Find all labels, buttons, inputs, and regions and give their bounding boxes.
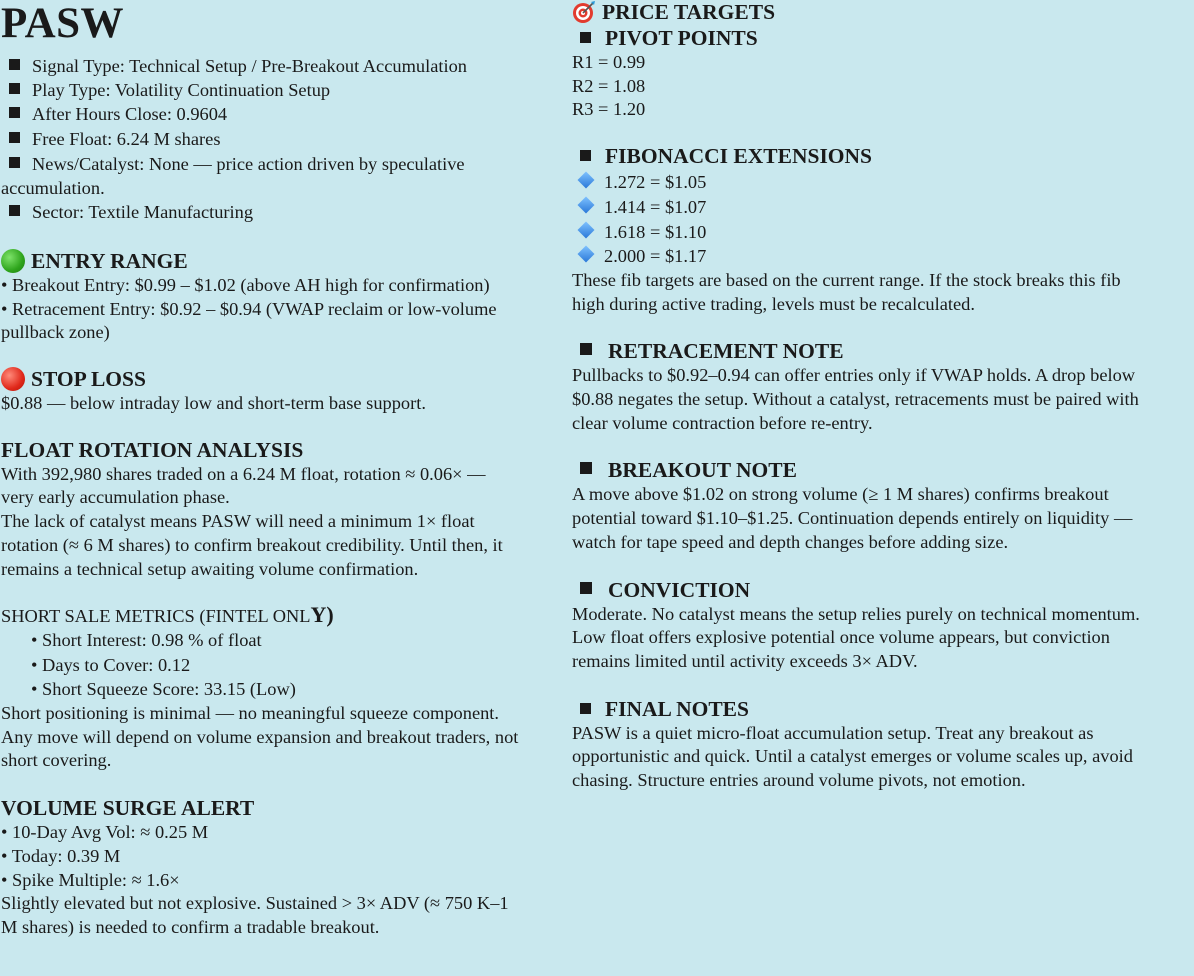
blue-diamond-icon	[578, 172, 595, 189]
black-square-icon	[580, 703, 591, 714]
black-square-icon	[580, 32, 591, 43]
blue-diamond-icon	[578, 246, 595, 263]
volume-line: • 10-Day Avg Vol: ≈ 0.25 M	[1, 822, 209, 843]
volume-line: M shares) is needed to confirm a tradable breakout.	[1, 916, 380, 937]
final-notes-section	[572, 696, 1192, 793]
retracement-note-heading: RETRACEMENT NOTE	[572, 338, 1192, 364]
fib-item: 1.618 = $1.10	[572, 221, 1192, 245]
retracement-line: clear volume contraction before re-entry.	[572, 412, 873, 433]
summary-item: Sector: Textile Manufacturing	[1, 201, 567, 225]
float-rotation-section	[1, 437, 567, 582]
entry-range-section	[1, 248, 567, 345]
float-line: remains a technical setup awaiting volume confirmation.	[1, 558, 419, 579]
black-square-icon	[9, 83, 20, 94]
short-item: • Short Squeeze Score: 33.15 (Low)	[31, 679, 296, 700]
blue-diamond-icon	[578, 196, 595, 213]
right-column	[572, 0, 1192, 793]
short-sale-heading: SHORT SALE METRICS (FINTEL ONLY)	[1, 602, 334, 628]
volume-surge-section	[1, 795, 567, 940]
fibonacci-heading: FIBONACCI EXTENSIONS	[572, 143, 1192, 169]
volume-line: • Spike Multiple: ≈ 1.6×	[1, 869, 180, 890]
left-column	[1, 0, 567, 940]
black-square-icon	[9, 107, 20, 118]
black-square-icon	[9, 59, 20, 70]
summary-list	[1, 55, 567, 225]
fib-line: These fib targets are based on the current range. If the stock breaks this fib	[572, 269, 1121, 290]
entry-line: • Breakout Entry: $0.99 – $1.02 (above AH high for confirmation)	[1, 274, 490, 295]
black-square-icon	[580, 582, 592, 594]
conviction-line: Low float offers explosive potential once volume appears, but conviction	[572, 627, 1110, 648]
summary-item-continuation: accumulation.	[1, 177, 105, 198]
summary-item: Signal Type: Technical Setup / Pre-Breakout Accumulation	[1, 55, 567, 79]
pivot-points-heading: PIVOT POINTS	[572, 25, 1192, 51]
fib-item: 2.000 = $1.17	[572, 245, 1192, 269]
red-circle-icon	[1, 367, 25, 391]
black-square-icon	[9, 157, 20, 168]
breakout-line: A move above $1.02 on strong volume (≥ 1 M shares) confirms breakout	[572, 484, 1109, 505]
black-square-icon	[9, 205, 20, 216]
stop-loss-section	[1, 366, 567, 416]
black-square-icon	[580, 343, 592, 355]
short-sale-section	[1, 603, 567, 773]
breakout-note-heading: BREAKOUT NOTE	[572, 457, 1192, 483]
short-item: • Short Interest: 0.98 % of float	[31, 629, 262, 650]
volume-surge-heading: VOLUME SURGE ALERT	[1, 796, 255, 821]
fibonacci-section	[572, 143, 1192, 316]
short-line: Short positioning is minimal — no meaningful squeeze component.	[1, 703, 500, 724]
fib-line: high during active trading, levels must be recalculated.	[572, 293, 975, 314]
conviction-line: Moderate. No catalyst means the setup relies purely on technical momentum.	[572, 603, 1140, 624]
retracement-line: $0.88 negates the setup. Without a catalyst, retracements must be paired with	[572, 389, 1139, 410]
fib-item: 1.272 = $1.05	[572, 171, 1192, 195]
retracement-note-section	[572, 338, 1192, 435]
pivot-line: R2 = 1.08	[572, 75, 646, 96]
final-line: PASW is a quiet micro-float accumulation setup. Treat any breakout as	[572, 722, 1094, 743]
volume-line: Slightly elevated but not explosive. Sustained > 3× ADV (≈ 750 K–1	[1, 893, 509, 914]
breakout-line: potential toward $1.10–$1.25. Continuation depends entirely on liquidity —	[572, 508, 1133, 529]
final-line: chasing. Structure entries around volume pivots, not emotion.	[572, 770, 1026, 791]
price-targets-heading: PRICE TARGETS	[572, 0, 1192, 25]
black-square-icon	[580, 462, 592, 474]
summary-item: News/Catalyst: None — price action driven by speculative	[1, 153, 567, 177]
retracement-line: Pullbacks to $0.92–0.94 can offer entries only if VWAP holds. A drop below	[572, 365, 1136, 386]
float-line: rotation (≈ 6 M shares) to confirm breakout credibility. Until then, it	[1, 534, 503, 555]
stop-loss-text: $0.88 — below intraday low and short-term base support.	[1, 393, 426, 414]
pivot-points-section	[572, 25, 1192, 122]
blue-diamond-icon	[578, 221, 595, 238]
float-line: With 392,980 shares traded on a 6.24 M float, rotation ≈ 0.06× —	[1, 463, 486, 484]
breakout-note-section	[572, 457, 1192, 554]
summary-item: Play Type: Volatility Continuation Setup	[1, 79, 567, 103]
stop-loss-heading: STOP LOSS	[1, 366, 567, 392]
entry-range-heading: ENTRY RANGE	[1, 248, 567, 274]
entry-line: pullback zone)	[1, 322, 110, 343]
green-circle-icon	[1, 249, 25, 273]
short-line: Any move will depend on volume expansion and breakout traders, not	[1, 726, 519, 747]
short-item: • Days to Cover: 0.12	[31, 654, 191, 675]
ticker-title: PASW	[1, 0, 125, 47]
entry-line: • Retracement Entry: $0.92 – $0.94 (VWAP reclaim or low-volume	[1, 298, 497, 319]
pivot-line: R3 = 1.20	[572, 99, 646, 120]
summary-item: After Hours Close: 0.9604	[1, 103, 567, 127]
float-rotation-heading: FLOAT ROTATION ANALYSIS	[1, 437, 304, 462]
float-line: The lack of catalyst means PASW will need a minimum 1× float	[1, 511, 475, 532]
volume-line: • Today: 0.39 M	[1, 845, 121, 866]
pivot-line: R1 = 0.99	[572, 52, 646, 72]
breakout-line: watch for tape speed and depth changes before adding size.	[572, 531, 1009, 552]
conviction-heading: CONVICTION	[572, 577, 1192, 603]
black-square-icon	[9, 132, 20, 143]
float-line: very early accumulation phase.	[1, 487, 230, 508]
black-square-icon	[580, 150, 591, 161]
short-line: short covering.	[1, 750, 112, 771]
summary-item: Free Float: 6.24 M shares	[1, 128, 567, 152]
final-line: opportunistic and quick. Until a catalyst emerges or volume scales up, avoid	[572, 746, 1133, 767]
final-notes-heading: FINAL NOTES	[572, 696, 1192, 722]
fib-item: 1.414 = $1.07	[572, 196, 1192, 220]
conviction-line: remains limited until activity exceeds 3× ADV.	[572, 650, 918, 671]
conviction-section	[572, 577, 1192, 674]
target-icon	[572, 0, 596, 24]
